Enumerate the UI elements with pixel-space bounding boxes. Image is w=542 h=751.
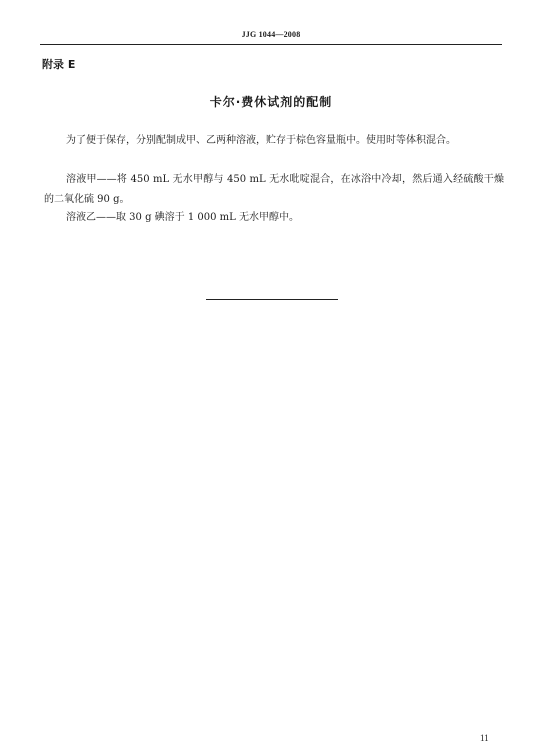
header-divider (40, 44, 502, 45)
appendix-label: 附录 E (42, 58, 76, 71)
paragraph-solution-a: 溶液甲——将 450 mL 无水甲醇与 450 mL 无水吡啶混合，在冰浴中冷却，然后通入经硫酸干燥的二氧化硫 90 g。 (44, 174, 504, 205)
standard-code: JJG 1044—2008 (241, 30, 301, 39)
page-number: 11 (480, 733, 489, 743)
appendix-title: 卡尔·费休试剂的配制 (209, 95, 333, 109)
paragraph-solution-b: 溶液乙——取 30 g 碘溶于 1 000 mL 无水甲醇中。 (66, 212, 299, 223)
end-divider (206, 299, 338, 300)
paragraph-intro: 为了便于保存，分别配制成甲、乙两种溶液，贮存于棕色容量瓶中。使用时等体积混合。 (66, 135, 456, 146)
